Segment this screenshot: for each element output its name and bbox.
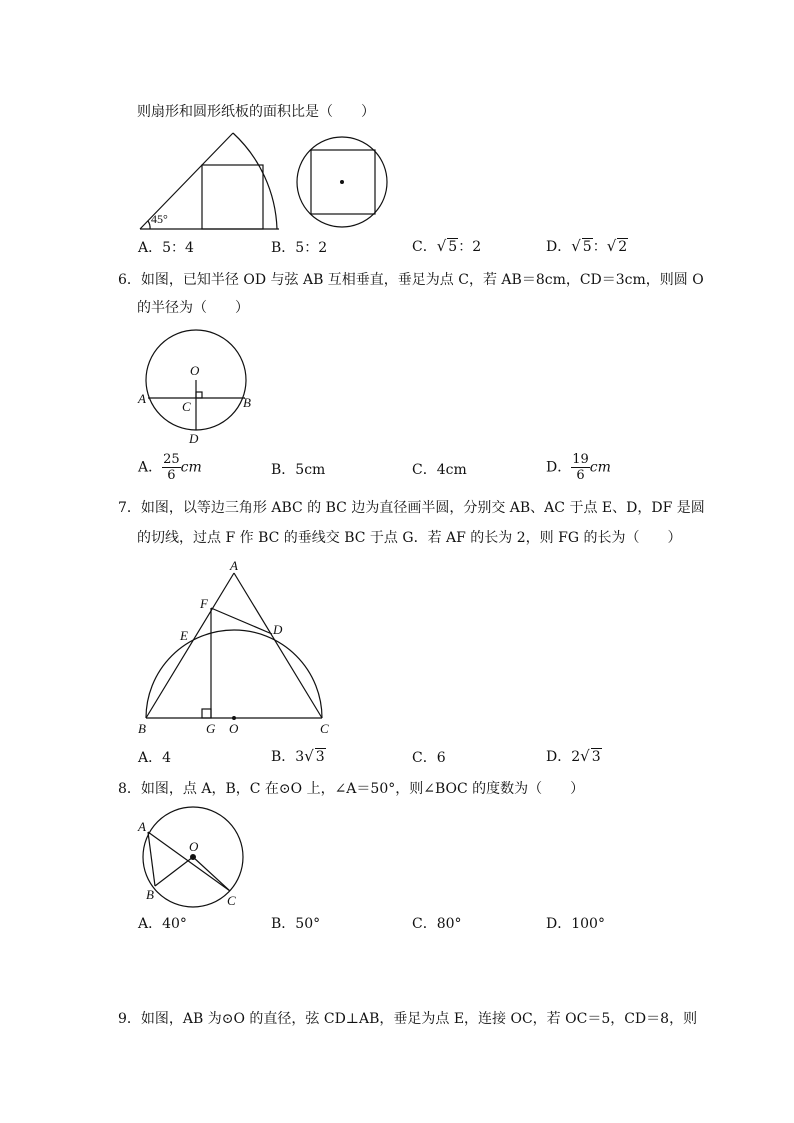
q8-radius-ob — [155, 857, 193, 886]
q8-center-dot — [190, 854, 196, 860]
q8-label-o: O — [189, 839, 199, 854]
q5-option-c-prefix: C． — [412, 239, 437, 255]
q8-stem: 8．如图，点 A，B，C 在⊙O 上，∠A＝50°，则∠BOC 的度数为（ ） — [118, 781, 585, 797]
q7-label-b: B — [138, 721, 146, 736]
angle-label: 45° — [151, 212, 168, 226]
q6-option-d-unit: cm — [589, 459, 611, 476]
q7-label-o: O — [229, 721, 239, 736]
q7-label-c: C — [320, 721, 329, 736]
q5-option-b[interactable]: B．5：2 — [271, 240, 328, 256]
q7-stem-line2: 的切线，过点 F 作 BC 的垂线交 BC 于点 G．若 AF 的长为 2，则 FG 的长为（ ） — [137, 530, 682, 546]
q7-stem-line1: 7．如图，以等边三角形 ABC 的 BC 边为直径画半圆，分别交 AB、AC 于点 E、D，DF 是圆 — [118, 500, 705, 516]
q6-stem-line2: 的半径为（ ） — [137, 300, 249, 316]
q6-label-c: C — [182, 399, 191, 414]
q7-label-g: G — [206, 721, 216, 736]
q5-option-c-radicand: 5 — [448, 239, 458, 255]
q7-label-e: E — [180, 628, 188, 643]
q8-option-a[interactable]: A．40° — [138, 916, 187, 932]
q6-option-a-numerator: 25 — [163, 452, 180, 467]
q6-label-d: D — [189, 431, 199, 446]
q6-stem-line1: 6．如图，已知半径 OD 与弦 AB 互相垂直，垂足为点 C，若 AB＝8cm，CD＝3cm，则圆 O — [118, 272, 704, 288]
q8-option-d[interactable]: D．100° — [546, 916, 605, 932]
q6-option-a-prefix: A． — [138, 459, 163, 476]
q6-option-a-denominator: 6 — [167, 468, 176, 483]
q6-option-a-unit: cm — [180, 459, 202, 476]
q5-option-c[interactable]: C．√ 5：2 — [412, 237, 482, 255]
q8-radius-oc — [193, 857, 230, 891]
q5-option-d-sep: ： — [592, 239, 607, 255]
q6-option-d-prefix: D． — [546, 459, 572, 476]
q7-option-d-prefix: D． — [546, 749, 572, 765]
q5-option-d-radicand2: 2 — [618, 239, 628, 255]
q7-option-d-coef: 2 — [571, 749, 581, 765]
q5-option-d-radicand1: 5 — [582, 239, 592, 255]
q7-label-d: D — [273, 622, 283, 637]
q7-option-d-radicand: 3 — [591, 749, 601, 765]
q5-stem: 则扇形和圆形纸板的面积比是（ ） — [137, 104, 375, 120]
q6-option-b[interactable]: B．5cm — [271, 462, 326, 478]
q7-label-a: A — [230, 558, 238, 573]
q7-option-b-coef: 3 — [295, 749, 305, 765]
q7-label-f: F — [200, 596, 208, 611]
q5-option-d[interactable]: D．√ 5：√ 2 — [546, 237, 628, 255]
q6-option-c[interactable]: C．4cm — [412, 462, 467, 478]
q8-label-c: C — [227, 893, 236, 908]
q5-option-a[interactable]: A．5：4 — [138, 240, 194, 256]
q6-option-d-denominator: 6 — [576, 468, 585, 483]
q5-option-c-suffix: ：2 — [458, 239, 482, 255]
q9-stem: 9．如图，AB 为⊙O 的直径，弦 CD⊥AB，垂足为点 E，连接 OC，若 OC＝5，CD＝8，则 — [118, 1011, 698, 1027]
q7-option-b[interactable]: B．3√ 3 — [271, 747, 325, 765]
q8-option-c[interactable]: C．80° — [412, 916, 462, 932]
q7-option-d[interactable]: D．2√ 3 — [546, 747, 601, 765]
q7-option-a[interactable]: A．4 — [138, 750, 172, 766]
q6-option-d-numerator: 19 — [572, 452, 589, 467]
q6-label-o: O — [190, 363, 200, 378]
q6-label-b: B — [243, 395, 251, 410]
q8-chord-ab — [148, 832, 155, 886]
q8-option-b[interactable]: B．50° — [271, 916, 321, 932]
q8-label-b: B — [146, 887, 154, 902]
q7-option-b-radicand: 3 — [315, 749, 325, 765]
q7-option-c[interactable]: C．6 — [412, 750, 446, 766]
q5-option-d-prefix: D． — [546, 239, 572, 255]
q8-label-a: A — [138, 819, 146, 834]
q7-option-b-prefix: B． — [271, 749, 296, 765]
q6-label-a: A — [138, 391, 146, 406]
